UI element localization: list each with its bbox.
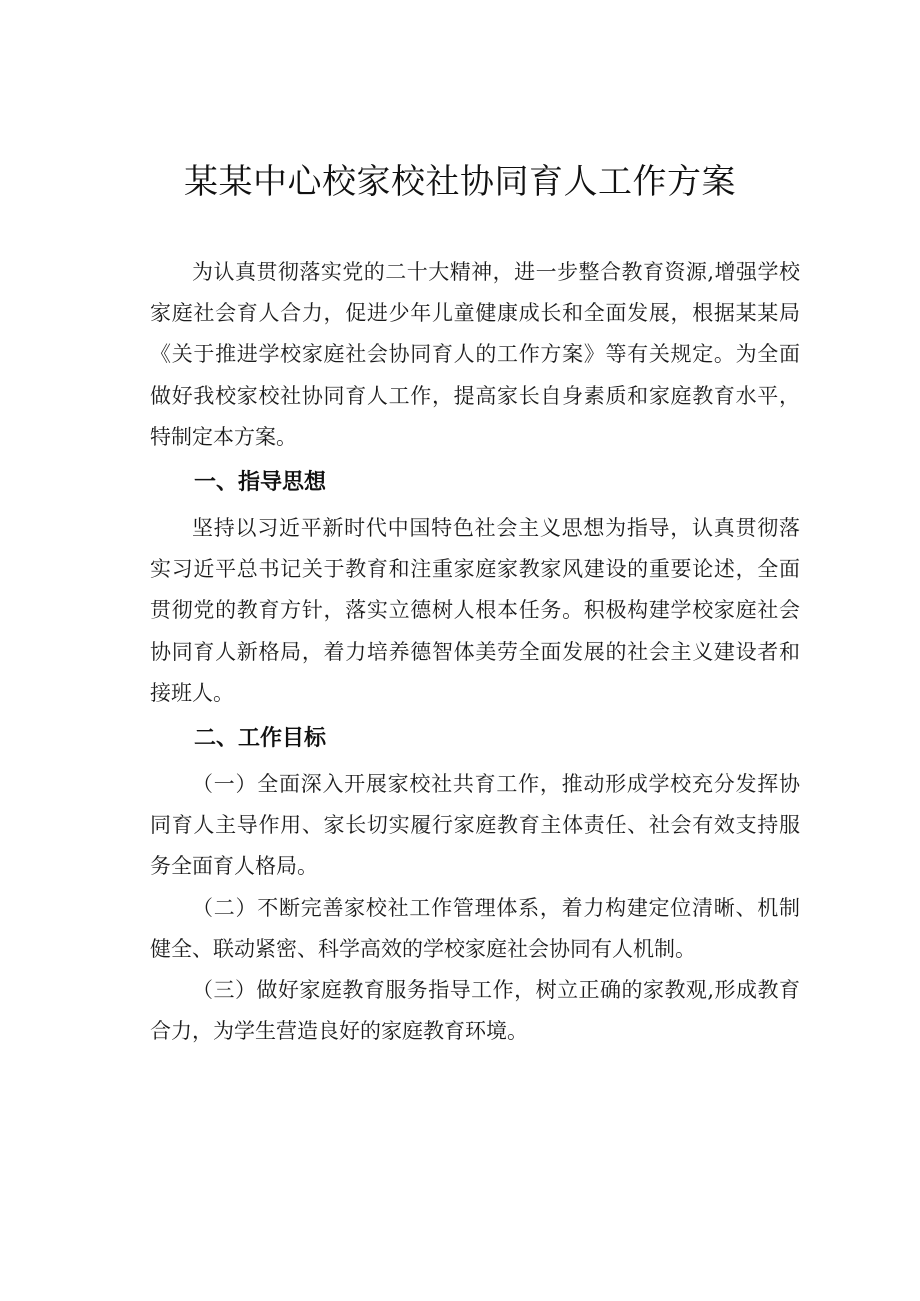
guiding-ideology-paragraph: 坚持以习近平新时代中国特色社会主义思想为指导，认真贯彻落实习近平总书记关于教育和注重家庭家教家风建设的重要论述，全面贯彻党的教育方针，落实立德树人根本任务。积极构建学校家庭社会协同育人新格局，着力培养德智体美劳全面发展的社会主义建设者和接班人。 <box>150 516 800 705</box>
work-goal-paragraph-1: （一）全面深入开展家校社共育工作，推动形成学校充分发挥协同育人主导作用、家长切实履行家庭教育主体责任、社会有效支持服务全面育人格局。 <box>150 772 800 879</box>
document-title: 某某中心校家校社协同育人工作方案 <box>184 162 736 202</box>
work-goal-paragraph-2: （二）不断完善家校社工作管理体系，着力构建定位清晰、机制健全、联动紧密、科学高效的学校家庭社会协同有人机制。 <box>150 895 800 961</box>
intro-paragraph: 为认真贯彻落实党的二十大精神，进一步整合教育资源,增强学校家庭社会育人合力，促进少年儿童健康成长和全面发展，根据某某局《关于推进学校家庭社会协同育人的工作方案》等有关规定。为全面做好我校家校社协同育人工作，提高家长自身素质和家庭教育水平，特制定本方案。 <box>150 260 800 449</box>
document-body <box>150 252 800 1052</box>
section-heading-guiding-ideology: 一、指导思想 <box>194 470 327 496</box>
section-heading-work-goals: 二、工作目标 <box>194 726 327 752</box>
work-goal-paragraph-3: （三）做好家庭教育服务指导工作，树立正确的家教观,形成教育合力，为学生营造良好的家庭教育环境。 <box>150 978 800 1044</box>
